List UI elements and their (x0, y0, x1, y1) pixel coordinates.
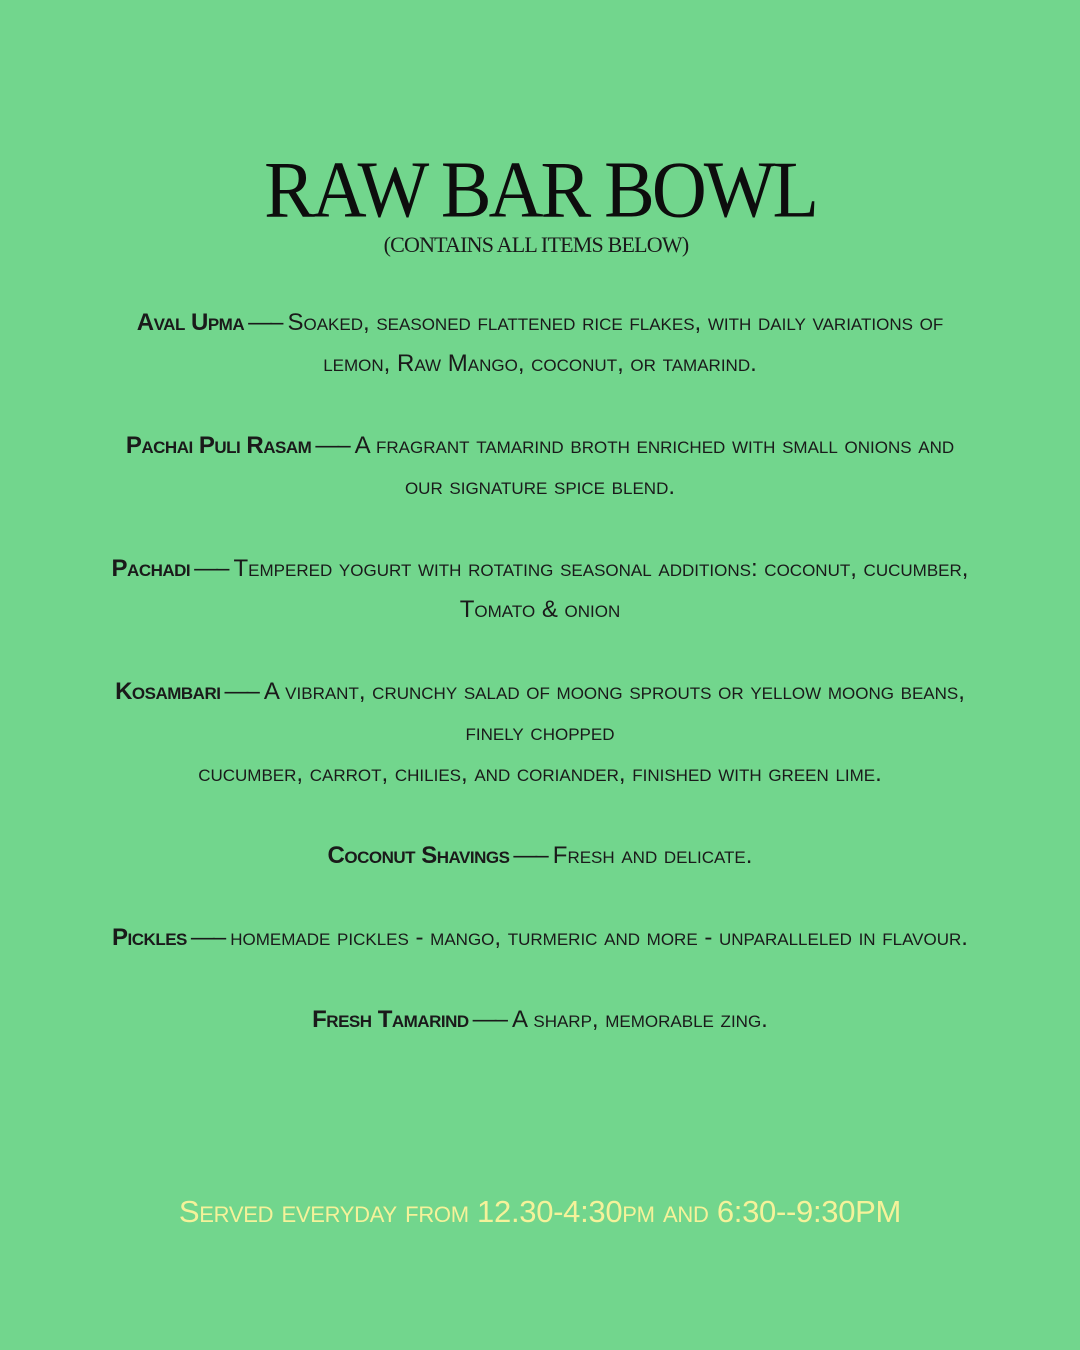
menu-item-kosambari (110, 671, 970, 794)
item-separator: —– (194, 555, 228, 582)
item-description: A sharp, memorable zing. (512, 1006, 768, 1033)
item-separator: —– (248, 309, 282, 336)
menu-item-pachai-puli-rasam (110, 425, 970, 507)
item-separator: —– (190, 924, 225, 951)
item-description: homemade pickles - mango, turmeric and more - unparalleled in flavour. (230, 924, 968, 951)
item-description-continued: cucumber, carrot, chilies, and coriander, finished with green lime. (198, 760, 882, 787)
menu-item-fresh-tamarind (110, 999, 970, 1040)
menu-item-pickles (110, 917, 970, 958)
item-name: Coconut Shavings (327, 842, 510, 869)
item-name: Pachadi (111, 555, 191, 582)
item-description: Tempered yogurt with rotating seasonal additions: coconut, cucumber, Tomato & onion (233, 555, 969, 623)
item-description: A fragrant tamarind broth enriched with small onions and our signature spice blend. (354, 432, 955, 500)
item-separator: —– (315, 432, 349, 459)
item-name: Pickles (112, 924, 187, 951)
menu-item-aval-upma (110, 302, 970, 384)
item-separator: —– (472, 1006, 506, 1033)
menu-items (110, 302, 970, 1040)
item-name: Fresh Tamarind (312, 1006, 469, 1033)
item-separator: —– (224, 678, 258, 705)
page-subtitle: (CONTAINS ALL ITEMS BELOW) (383, 232, 689, 257)
item-description: A vibrant, crunchy salad of moong sprouts or yellow moong beans, finely chopped (263, 678, 965, 746)
item-description: Fresh and delicate. (552, 842, 753, 869)
menu-item-coconut-shavings (110, 835, 970, 876)
item-name: Kosambari (115, 678, 221, 705)
menu-item-pachadi (110, 548, 970, 630)
serving-hours: Served everyday from 12.30-4:30pm and 6:30--9:30PM (178, 1194, 902, 1229)
item-name: Aval Upma (136, 309, 245, 336)
page-title: RAW BAR BOWL (264, 145, 816, 235)
item-description: Soaked, seasoned flattened rice flakes, with daily variations of lemon, Raw Mango, coconut, or tamarind. (287, 309, 944, 377)
item-separator: —– (513, 842, 547, 869)
item-name: Pachai Puli Rasam (125, 432, 312, 459)
